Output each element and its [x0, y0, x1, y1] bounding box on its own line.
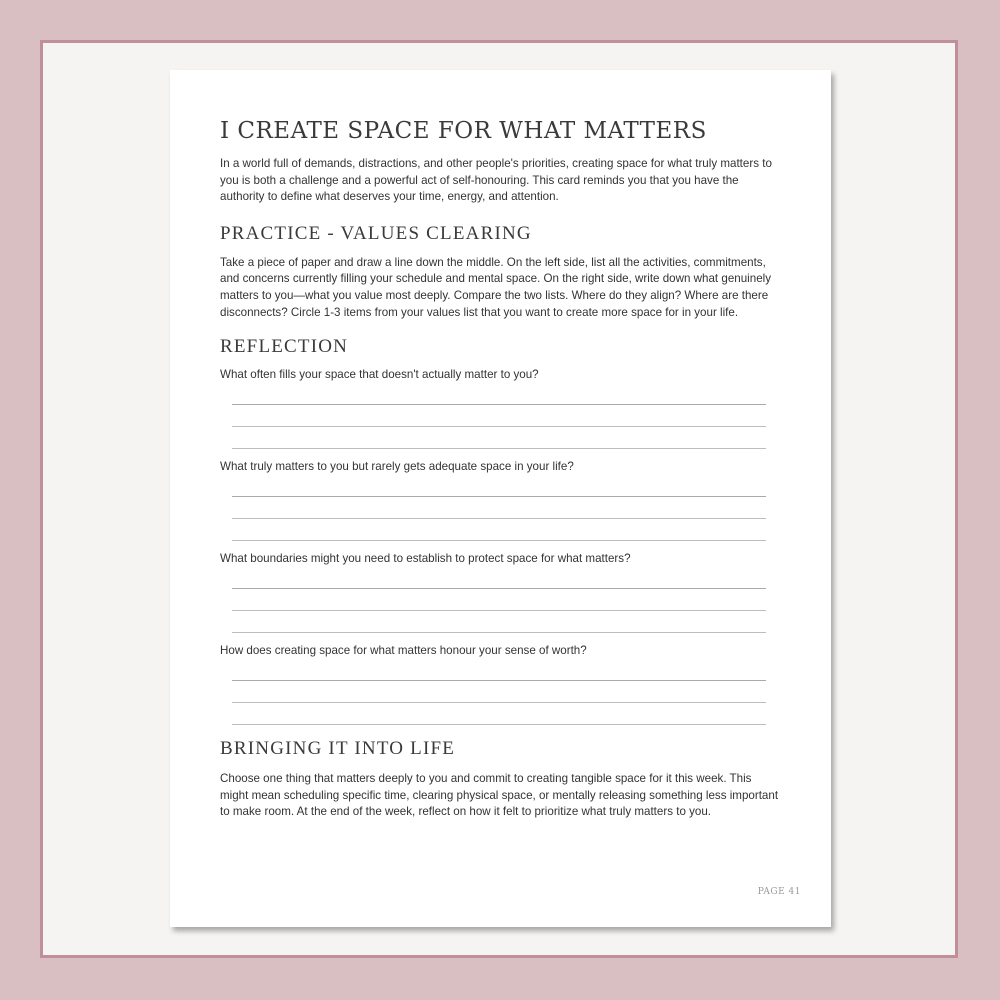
reflection-question-1: What often fills your space that doesn't actually matter to you?	[220, 368, 539, 382]
writing-line[interactable]	[232, 475, 766, 497]
reflection-question-4: How does creating space for what matters honour your sense of worth?	[220, 644, 587, 658]
writing-line[interactable]	[232, 567, 766, 589]
answer-lines-1[interactable]	[232, 383, 766, 449]
writing-line[interactable]	[232, 405, 766, 427]
reflection-question-3: What boundaries might you need to establish to protect space for what matters?	[220, 552, 631, 566]
practice-heading: PRACTICE - VALUES CLEARING	[220, 222, 532, 244]
practice-paragraph: Take a piece of paper and draw a line down the middle. On the left side, list all the activities, commitments, and concerns currently filling your schedule and mental space. On the right side, write down what genuinely matters to you—what you value most deeply. Compare the two lists. Where do they align? Where are there disconnects? Circle 1-3 items from your values list that you want to create more space for in your life.	[220, 255, 772, 319]
writing-line[interactable]	[232, 589, 766, 611]
reflection-heading: REFLECTION	[220, 336, 349, 358]
intro-paragraph: In a world full of demands, distractions, and other people's priorities, creating space for what truly matters to you is both a challenge and a powerful act of self-honouring. This card reminds you that you have the authority to define what deserves your time, energy, and attention.	[220, 157, 772, 204]
writing-line[interactable]	[232, 519, 766, 541]
reflection-question-2: What truly matters to you but rarely gets adequate space in your life?	[220, 460, 574, 474]
answer-lines-3[interactable]	[232, 567, 766, 633]
writing-line[interactable]	[232, 427, 766, 449]
worksheet-page	[170, 70, 831, 927]
answer-lines-4[interactable]	[232, 659, 766, 725]
page-number: PAGE 41	[757, 887, 801, 897]
writing-line[interactable]	[232, 383, 766, 405]
page-title: I CREATE SPACE FOR WHAT MATTERS	[220, 118, 707, 144]
writing-line[interactable]	[232, 703, 766, 725]
writing-line[interactable]	[232, 497, 766, 519]
writing-line[interactable]	[232, 681, 766, 703]
worksheet-content	[220, 116, 780, 821]
writing-line[interactable]	[232, 611, 766, 633]
bringing-into-life-heading: BRINGING IT INTO LIFE	[220, 738, 456, 760]
answer-lines-2[interactable]	[232, 475, 766, 541]
writing-line[interactable]	[232, 659, 766, 681]
bringing-into-life-paragraph: Choose one thing that matters deeply to you and commit to creating tangible space for it this week. This might mean scheduling specific time, clearing physical space, or mentally releasing something less important to make room. At the end of the week, reflect on how it felt to prioritize what truly matters to you.	[220, 772, 779, 819]
